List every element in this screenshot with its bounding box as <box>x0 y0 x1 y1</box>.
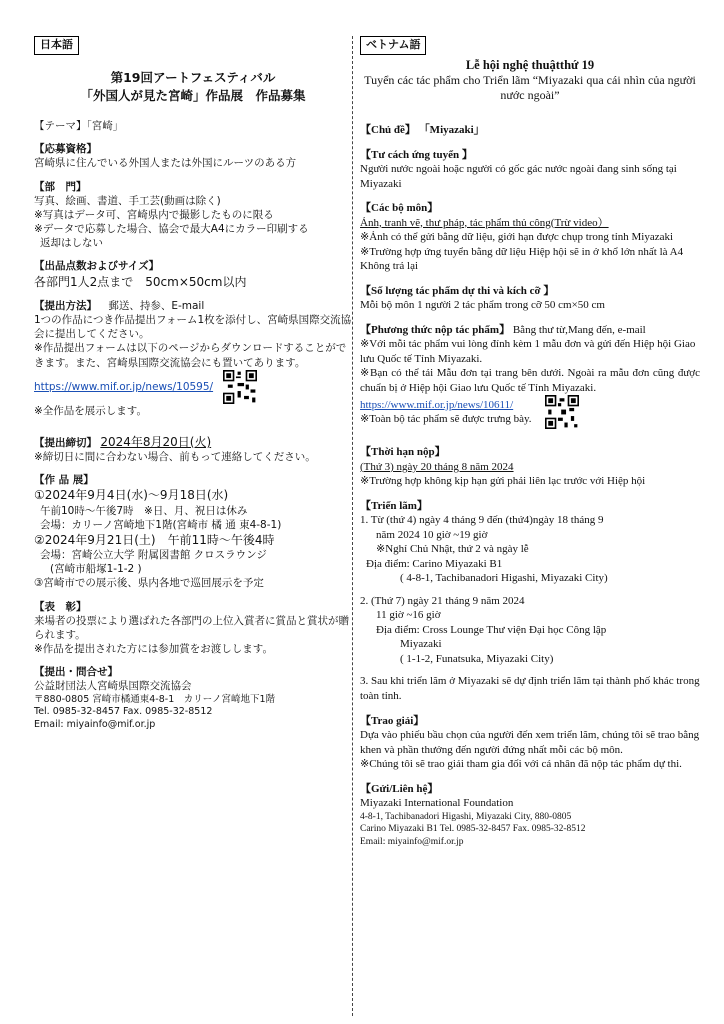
exhibition-1-line-5: ( 4-8-1, Tachibanadori Higashi, Miyazaki City) <box>400 572 608 585</box>
title-line-1: 第19回アートフェスティバル <box>110 69 276 85</box>
language-tag-japanese: 日本語 <box>34 36 79 55</box>
method-paragraph-1: 1つの作品につき作品提出フォーム1枚を添付し、宮崎県国際交流協会に提出してください。 <box>34 314 352 341</box>
method-text: 郵送、持参、E-mail <box>108 299 205 312</box>
exhibition-2-address: (宮崎市船塚1-1-2 ) <box>50 563 142 576</box>
exhibition-1-date: ①2024年9月4日(水)〜9月18日(水) <box>34 488 229 503</box>
exhibition-heading: 【Triển lãm】 <box>360 499 428 512</box>
contact-email[interactable]: Email: miyainfo@mif.or.jp <box>34 719 156 731</box>
eligibility-text: 宮崎県に住んでいる外国人または外国にルーツのある方 <box>34 157 297 170</box>
display-note: ※全作品を展示します。 <box>34 404 147 417</box>
eligibility-heading: 【Tư cách ứng tuyển 】 <box>360 148 473 161</box>
exhibition-1-line-1: 1. Từ (thứ 4) ngày 4 tháng 9 đến (thứ4)ngày 18 tháng 9 <box>360 514 604 527</box>
deadline-note: ※締切日に間に合わない場合、前もって連絡してください。 <box>34 451 316 464</box>
title-line-2: 「外国人が見た宮崎」作品展 作品募集 <box>80 87 306 103</box>
page-title-vietnamese: Lễ hội nghệ thuậtthứ 19 <box>465 57 595 72</box>
category-note-2: ※データで応募した場合、協会で最大A4にカラー印刷する <box>34 223 309 236</box>
award-note: ※Chúng tôi sẽ trao giải tham gia đối với cá nhân đã nộp tác phẩm dự thi. <box>360 758 682 771</box>
theme-heading: 【Chủ đề】 <box>360 124 416 137</box>
method-paragraph-2: ※作品提出フォームは以下のページからダウンロードすることができます。また、宮崎県国際交流協会にも置いてあります。 <box>34 342 347 369</box>
exhibition-1-time: 午前10時〜午後7時 ※日、月、祝日は休み <box>40 504 248 517</box>
category-text: Ảnh, tranh vẽ, thư pháp, tác phẩm thủ công(Trừ video） <box>360 216 609 229</box>
contact-organization: 公益財団法人宮崎県国際交流協会 <box>34 680 192 693</box>
qr-code-icon <box>545 395 579 429</box>
category-heading: 【Các bộ môn】 <box>360 202 439 215</box>
contact-heading: 【提出・問合せ】 <box>34 666 118 679</box>
exhibition-2-place: 会場：宮崎公立大学 附属図書館 クロスラウンジ <box>40 549 267 562</box>
category-note-1: ※写真はデータ可、宮崎県内で撮影したものに限る <box>34 208 274 221</box>
contact-phone: Carino Miyazaki B1 Tel. 0985-32-8457 Fax. 0985-32-8512 <box>360 824 586 835</box>
form-download-link[interactable]: https://www.mif.or.jp/news/10595/ <box>34 380 214 393</box>
exhibition-1-line-3: ※Nghỉ Chủ Nhật, thứ 2 và ngày lễ <box>376 543 529 556</box>
method-note-2: ※Bạn có thể tải Mẫu đơn tại trang bên dưới. Ngoài ra mẫu đơn cũng được chuẩn bị ở Hiệp hội Giao lưu Quốc tế Tỉnh Miyazaki. <box>360 367 700 394</box>
display-note: ※Toàn bộ tác phẩm sẽ được trưng bày. <box>360 413 532 426</box>
contact-address: 4-8-1, Tachibanadori Higashi, Miyazaki City, 880-0805 <box>360 811 572 822</box>
exhibition-2-line-4: Miyazaki <box>400 638 442 651</box>
award-paragraph: 来場者の投票により選ばれた各部門の上位入賞者に賞品と賞状が贈られます。 <box>34 614 349 641</box>
theme-text: 「Miyazaki」 <box>418 124 485 137</box>
theme-text: 【テーマ】「宮崎」 <box>34 120 124 133</box>
exhibition-3: 3. Sau khi triển lãm ở Miyazaki sẽ dự định triển lãm tại thành phố khác trong toàn tỉnh. <box>360 675 700 702</box>
deadline-heading: 【提出締切】 <box>34 436 97 449</box>
category-note-3: 返却はしない <box>40 237 103 250</box>
page-subtitle-vietnamese: Tuyển các tác phẩm cho Triển lãm “Miyazaki qua cái nhìn của người nước ngoài” <box>364 73 696 103</box>
exhibition-1-line-2: năm 2024 10 giờ ~19 giờ <box>376 528 488 541</box>
exhibition-2-date: ②2024年9月21日(土) 午前11時〜午後4時 <box>34 532 275 547</box>
vietnamese-column <box>360 36 700 1014</box>
count-heading: 【Số lượng tác phẩm dự thi và kích cỡ 】 <box>360 284 555 297</box>
method-text: Bằng thư từ,Mang đến, e-mail <box>512 323 646 336</box>
deadline-date: 2024年8月20日(火) <box>100 434 212 449</box>
exhibition-heading: 【作 品 展】 <box>34 474 94 487</box>
award-heading: 【表 彰】 <box>34 600 87 613</box>
award-paragraph: Dựa vào phiếu bầu chọn của người đến xem triển lãm, chúng tôi sẽ trao bằng khen và phần thưởng đến người đứng nhất mỗi các bộ môn. <box>360 729 700 756</box>
contact-phone: Tel. 0985-32-8457 Fax. 0985-32-8512 <box>34 706 213 718</box>
exhibition-2-line-2: 11 giờ ~16 giờ <box>376 609 441 622</box>
eligibility-heading: 【応募資格】 <box>34 143 97 156</box>
count-text: 各部門1人2点まで 50cm×50cm以内 <box>34 274 247 289</box>
form-download-link[interactable]: https://www.mif.or.jp/news/10611/ <box>360 398 514 411</box>
category-heading: 【部 門】 <box>34 180 87 193</box>
contact-email[interactable]: Email: miyainfo@mif.or.jp <box>360 836 464 847</box>
column-divider <box>352 36 353 1016</box>
method-heading: 【提出方法】 <box>34 299 97 312</box>
exhibition-2-line-1: 2. (Thứ 7) ngày 21 tháng 9 năm 2024 <box>360 594 525 607</box>
exhibition-1-line-4: Địa điểm: Carino Miyazaki B1 <box>366 557 503 570</box>
language-tag-vietnamese: ベトナム語 <box>360 36 426 55</box>
japanese-column <box>34 36 352 1014</box>
category-note-3: Không trả lại <box>360 260 419 273</box>
category-note-2: ※Trường hợp ứng tuyển bằng dữ liệu Hiệp hội sẽ in ở khổ lớn nhất là A4 <box>360 245 684 258</box>
exhibition-3: ③宮崎市での展示後、県内各地で巡回展示を予定 <box>34 577 264 590</box>
eligibility-text: Người nước ngoài hoặc người có gốc gác nước ngoài đang sinh sống tại Miyazaki <box>360 163 677 190</box>
deadline-heading: 【Thời hạn nộp】 <box>360 446 446 459</box>
category-note-1: ※Ảnh có thể gửi bằng dữ liệu, giới hạn được chụp trong tỉnh Miyazaki <box>360 231 674 244</box>
exhibition-2-line-3: Địa điểm: Cross Lounge Thư viện Đại học Công lập <box>376 623 607 636</box>
award-heading: 【Trao giải】 <box>360 714 425 727</box>
deadline-date: (Thứ 3) ngày 20 tháng 8 năm 2024 <box>360 460 514 473</box>
method-note-1: ※Với mỗi tác phẩm vui lòng đính kèm 1 mẫu đơn và gửi đến Hiệp hội Giao lưu Quốc tế Tỉnh Miyazaki. <box>360 338 696 365</box>
qr-code-icon <box>223 370 257 404</box>
contact-heading: 【Gửi/Liên hệ】 <box>360 782 439 795</box>
exhibition-1-place: 会場：カリーノ宮崎地下1階(宮崎市 橘 通 東4-8-1) <box>40 518 282 531</box>
count-text: Mỗi bộ môn 1 người 2 tác phẩm trong cỡ 50 cm×50 cm <box>360 299 605 312</box>
deadline-note: ※Trường hợp không kịp hạn gửi phải liên lạc trước với Hiệp hội <box>360 475 646 488</box>
category-text: 写真、絵画、書道、手工芸(動画は除く) <box>34 194 221 207</box>
page-title-japanese <box>34 69 352 105</box>
contact-organization: Miyazaki International Foundation <box>360 797 514 810</box>
exhibition-2-line-5: ( 1-1-2, Funatsuka, Miyazaki City) <box>400 652 554 665</box>
contact-address: 〒880-0805 宮崎市橘通東4-8-1 カリーノ宮崎地下1階 <box>34 693 276 705</box>
method-heading: 【Phương thức nộp tác phẩm】 <box>360 323 511 336</box>
award-note: ※作品を提出された方には参加賞をお渡しします。 <box>34 643 273 656</box>
count-heading: 【出品点数およびサイズ】 <box>34 260 160 273</box>
